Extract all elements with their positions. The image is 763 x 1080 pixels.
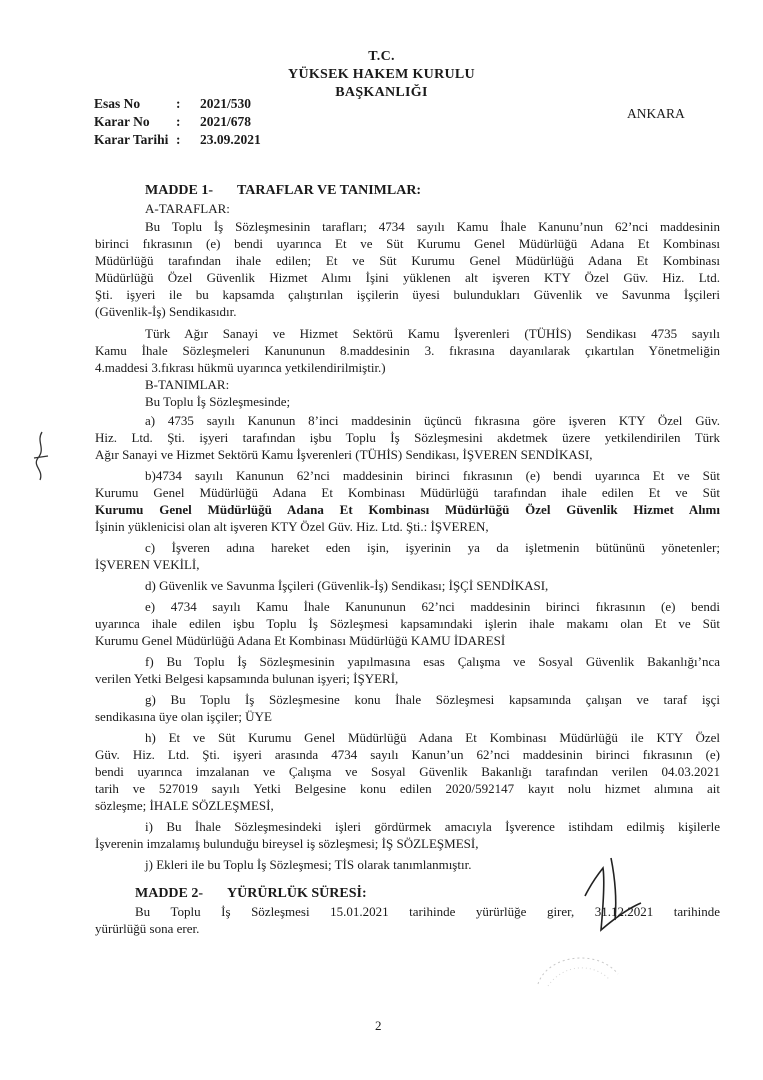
item-i-line-2: İşverenin imzalamış bulunduğu bireysel iş sözleşmesi; İŞ SÖZLEŞMESİ, <box>95 836 479 851</box>
item-h-line-4: tarih ve 527019 sayılı Yetki Belgesine konu edilen 2020/592147 kayıt nolu hizmet alımına ait <box>95 781 720 796</box>
item-b-line-1: b)4734 sayılı Kanunun 62’nci maddesinin birinci fıkrasının (e) bendi uyarınca Et ve Süt <box>145 468 720 483</box>
page-number: 2 <box>375 1018 382 1033</box>
header-court-name: YÜKSEK HAKEM KURULU <box>288 67 475 82</box>
karar-value: 2021/678 <box>200 114 252 129</box>
tarih-value: 23.09.2021 <box>200 132 261 147</box>
madde1-title: TARAFLAR VE TANIMLAR: <box>237 183 422 198</box>
karar-row <box>94 114 261 132</box>
p1-line-6: (Güvenlik-İş) Sendikasıdır. <box>95 304 237 319</box>
header-tc: T.C. <box>368 49 395 64</box>
item-b-line-2: Kurumu Genel Müdürlüğü Adana Et Kombinası Müdürlüğü tarafından ihale edilen Et ve Süt <box>95 485 720 500</box>
item-h-line-1: h) Et ve Süt Kurumu Genel Müdürlüğü Adana Et Kombinası Müdürlüğü ile KTY Özel <box>145 730 720 745</box>
p1-line-5: Şti. işyeri ile bu kapsamda çalıştırılan işçilerin üyesi bulundukları Güvenlik ve Savunma İşçileri <box>95 287 720 302</box>
karar-label: Karar No <box>94 114 150 129</box>
p2-line-3: 4.maddesi 3.fıkrası hükmü uyarınca yetkilendirilmiştir.) <box>95 360 386 375</box>
item-c-line-2: İŞVEREN VEKİLİ, <box>95 557 200 572</box>
p2-line-2: Kamu İhale Sözleşmeleri Kanununun 8.maddesinin 3. fıkrasına dayanılarak çıkartılan Yönetmeliğin <box>95 343 720 358</box>
esas-label: Esas No <box>94 96 141 111</box>
madde1-number: MADDE 1- <box>145 183 214 198</box>
section-b-title: B-TANIMLAR: <box>145 377 230 392</box>
case-meta <box>94 96 261 150</box>
faint-stamp <box>528 944 628 994</box>
p1-line-1: Bu Toplu İş Sözleşmesinin tarafları; 4734 sayılı Kamu İhale Kanunu’nun 62’nci maddesinin <box>145 219 720 234</box>
tarih-label: Karar Tarihi <box>94 132 169 147</box>
madde2-heading <box>135 886 367 902</box>
p1-line-4: Müdürlüğü Özel Güvenlik Hizmet Alımı İşini yüklenen alt işveren KTY Özel Güv. Hiz. Ltd. <box>95 270 720 285</box>
section-b-intro: Bu Toplu İş Sözleşmesinde; <box>145 394 291 409</box>
header-presidency: BAŞKANLIĞI <box>335 85 428 100</box>
item-g-line-1: g) Bu Toplu İş Sözleşmesine konu İhale Sözleşmesi kapsamında çalışan ve taraf işçi <box>145 692 720 707</box>
p1-line-3: Müdürlüğü tarafından ihale edilen; Et ve Süt Kurumu Genel Müdürlüğü Adana Et Kombinası <box>95 253 720 268</box>
item-g-line-2: sendikasına üye olan işçiler; ÜYE <box>95 709 272 724</box>
madde2-line-1: Bu Toplu İş Sözleşmesi 15.01.2021 tarihinde yürürlüğe girer, 31.12.2021 tarihinde <box>135 904 720 919</box>
madde1-heading <box>145 183 421 199</box>
handwritten-initial-mark <box>28 428 54 488</box>
colon: : <box>176 96 181 111</box>
madde2-line-2: yürürlüğü sona erer. <box>95 921 200 936</box>
item-a-line-2: Hiz. Ltd. Şti. işyeri tarafından işbu Toplu İş Sözleşmesini akdetmek üzere yetkilendirilen Türk <box>95 430 720 445</box>
esas-row <box>94 96 261 114</box>
city-label: ANKARA <box>627 106 685 121</box>
item-b-line-4: İşinin yüklenicisi olan alt işveren KTY Özel Güv. Hiz. Ltd. Şti.: İŞVEREN, <box>95 519 489 534</box>
handwritten-signature <box>545 848 655 948</box>
item-h-line-3: bendi uyarınca imzalanan ve Çalışma ve Sosyal Güvenlik Bakanlığı tarafından verilen 04.03.2021 <box>95 764 720 779</box>
p2-line-1: Türk Ağır Sanayi ve Hizmet Sektörü Kamu İşverenleri (TÜHİS) Sendikası 4735 sayılı <box>145 326 720 341</box>
item-e-line-3: Kurumu Genel Müdürlüğü Adana Et Kombinası Müdürlüğü KAMU İDARESİ <box>95 633 506 648</box>
item-f-line-2: verilen Yetki Belgesi kapsamında bulunan işyeri; İŞYERİ, <box>95 671 399 686</box>
item-h-line-5: sözleşme; İHALE SÖZLEŞMESİ, <box>95 798 274 813</box>
item-e-line-1: e) 4734 sayılı Kamu İhale Kanununun 62’nci maddesinin birinci fıkrasının (e) bendi <box>145 599 720 614</box>
section-a-title: A-TARAFLAR: <box>145 201 230 216</box>
colon: : <box>176 114 181 129</box>
item-c-line-1: c) İşveren adına hareket eden işin, işyerinin ya da işletmenin bütününü yönetenler; <box>145 540 720 555</box>
item-b-line-3: Kurumu Genel Müdürlüğü Adana Et Kombinası Müdürlüğü Özel Güvenlik Hizmet Alımı <box>95 502 720 517</box>
item-i-line-1: i) Bu İhale Sözleşmesindeki işleri gördürmek amacıyla İşverence istihdam edilmiş kişilerle <box>145 819 720 834</box>
esas-value: 2021/530 <box>200 96 252 111</box>
item-a-line-1: a) 4735 sayılı Kanunun 8’inci maddesinin üçüncü fıkrasına göre işveren KTY Özel Güv. <box>145 413 720 428</box>
madde2-number: MADDE 2- <box>135 886 204 901</box>
item-h-line-2: Güv. Hiz. Ltd. Şti. işyeri arasında 4734 sayılı Kanun’un 62’nci maddesinin birinci fıkrasının (e) <box>95 747 720 762</box>
madde2-title: YÜRÜRLÜK SÜRESİ: <box>227 886 367 901</box>
item-d: d) Güvenlik ve Savunma İşçileri (Güvenlik-İş) Sendikası; İŞÇİ SENDİKASI, <box>145 578 549 593</box>
item-a-line-3: Ağır Sanayi ve Hizmet Sektörü Kamu İşverenleri (TÜHİS) Sendikası, İŞVEREN SENDİKASI, <box>95 447 593 462</box>
item-e-line-2: uyarınca ihale edilen işbu Toplu İş Sözleşmesi kapsamındaki işlerin ihale makamı olan Et ve Süt <box>95 616 720 631</box>
item-j: j) Ekleri ile bu Toplu İş Sözleşmesi; TİS olarak tanımlanmıştır. <box>145 857 472 872</box>
tarih-row <box>94 132 261 150</box>
item-f-line-1: f) Bu Toplu İş Sözleşmesinin yapılmasına esas Çalışma ve Sosyal Güvenlik Bakanlığı’nca <box>145 654 720 669</box>
colon: : <box>176 132 181 147</box>
p1-line-2: birinci fıkrasının (e) bendi uyarınca Et ve Süt Kurumu Genel Müdürlüğü Adana Et Kombinası <box>95 236 720 251</box>
